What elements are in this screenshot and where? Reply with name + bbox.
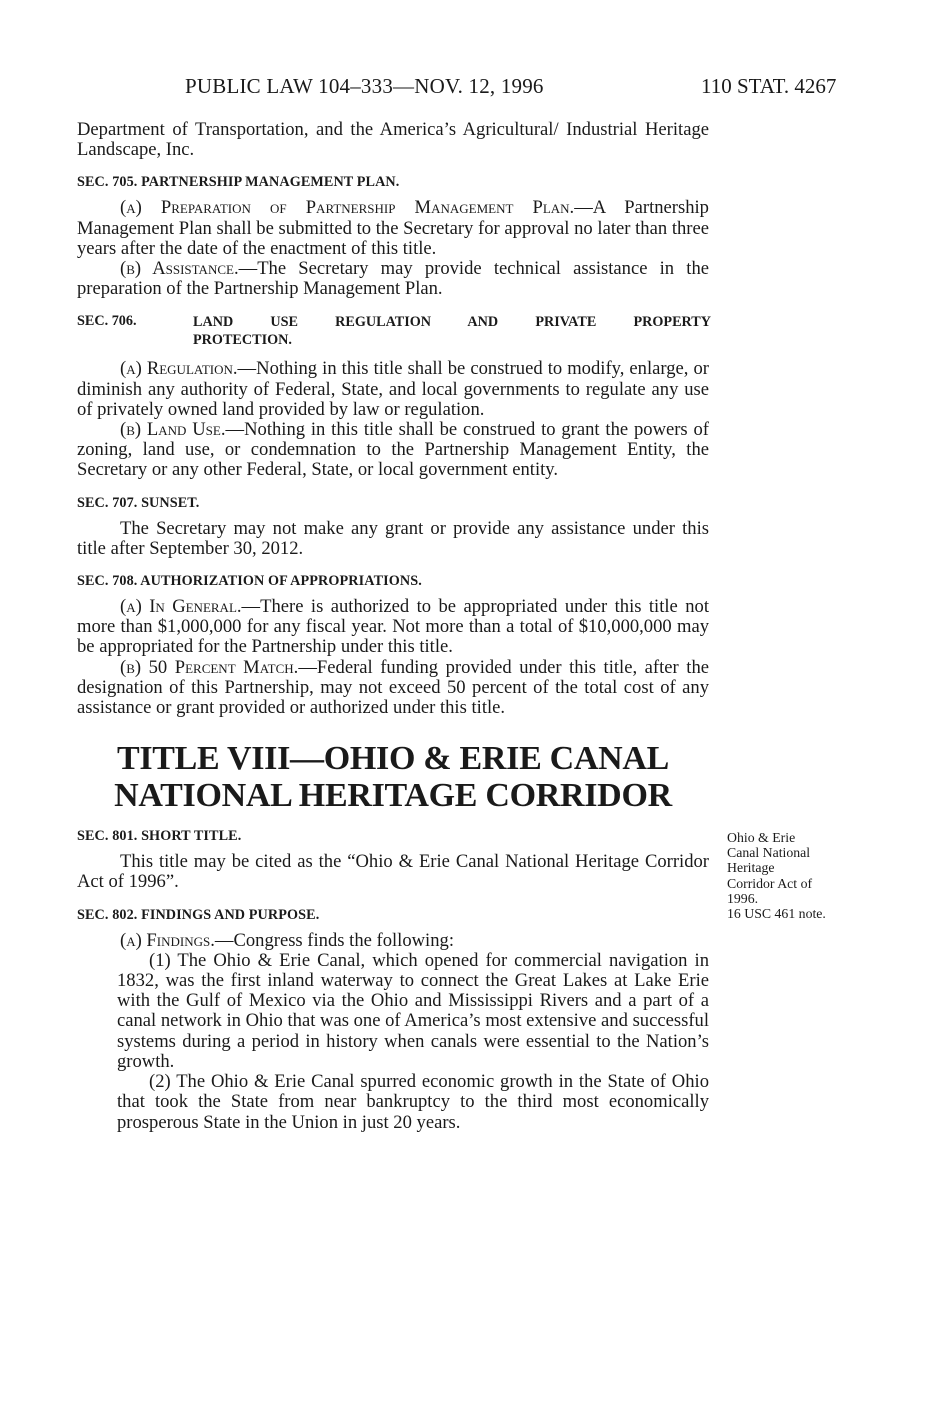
margin-note-line: Corridor Act of <box>727 875 813 891</box>
paragraph: Department of Transportation, and the America’s Agricultural/ Industrial Heritage Landscape, Inc. <box>77 119 709 161</box>
subsection-heading: (a) Findings. <box>120 929 215 951</box>
section-title-line: PROTECTION. <box>193 332 292 349</box>
finding-item: (2) The Ohio & Erie Canal spurred economic growth in the State of Ohio that took the State from near bankruptcy to the third most economically prosperous State in the Union in just 20 years. <box>117 1071 709 1133</box>
subsection-heading: (b) 50 Percent Match. <box>120 656 299 678</box>
subsection-text: —A Partnership Management Plan shall be submitted to the Secretary for approval no later than three years after the date of the enactment of this title. <box>77 197 709 259</box>
subsection-text: —Federal funding provided under this title, after the designation of this Partnership, may not exceed 50 percent of the total cost of any assistance or grant provided or authorized under this title. <box>77 656 709 719</box>
section-heading-705: SEC. 705. PARTNERSHIP MANAGEMENT PLAN. <box>77 174 400 191</box>
title-line: TITLE VIII—OHIO & ERIE CANAL <box>116 740 670 778</box>
title-heading <box>77 740 709 814</box>
running-title: PUBLIC LAW 104–333—NOV. 12, 1996 <box>185 74 544 98</box>
margin-note-line: 16 USC 461 note. <box>727 906 826 922</box>
subsection-heading: (a) In General. <box>120 596 242 618</box>
paragraph-706b <box>77 420 709 481</box>
subsection-text: —Nothing in this title shall be construed to grant the powers of zoning, land use, or condemnation to the Partnership Management Entity, the Secretary or any other Federal, State, or local government entity. <box>77 419 709 481</box>
running-header <box>0 74 947 104</box>
section-heading-708: SEC. 708. AUTHORIZATION OF APPROPRIATIONS. <box>77 573 422 590</box>
margin-note-line: 1996. <box>727 890 759 906</box>
subsection-heading: (a) Preparation of Partnership Management Plan. <box>120 197 575 219</box>
margin-note-line: Canal National <box>727 845 811 861</box>
subsection-heading: (a) Regulation. <box>120 358 238 380</box>
paragraph-708b <box>77 658 709 719</box>
section-heading-802: SEC. 802. FINDINGS AND PURPOSE. <box>77 906 320 923</box>
margin-note-line: Ohio & Erie <box>727 830 796 845</box>
paragraph-708a <box>77 597 709 658</box>
section-heading-706 <box>77 313 709 349</box>
title-line: NATIONAL HERITAGE CORRIDOR <box>114 777 672 815</box>
paragraph-802a <box>77 931 709 951</box>
subsection-text: —There is authorized to be appropriated under this title not more than $1,000,000 for any fiscal year. Not more than a total of $10,000,000 may be appropriated for the Partnership under this title. <box>77 596 709 658</box>
findings-list <box>77 951 709 1133</box>
subsection-text: —Congress finds the following: <box>214 929 454 951</box>
paragraph-801: This title may be cited as the “Ohio & Erie Canal National Heritage Corridor Act of 1996”. <box>77 851 709 893</box>
statute-page-number: 110 STAT. 4267 <box>701 74 837 98</box>
subsection-heading: (b) Land Use. <box>120 419 226 441</box>
paragraph-706a <box>77 359 709 420</box>
finding-item: (1) The Ohio & Erie Canal, which opened for commercial navigation in 1832, was the first inland waterway to connect the Great Lakes at Lake Erie with the Gulf of Mexico via the Ohio and Mississippi Rivers and a part of a canal network in Ohio that was one of America’s most extensive and successful systems during a period in history when canals were essential to the Nation’s growth. <box>117 949 709 1072</box>
section-number: SEC. 706. <box>77 313 137 330</box>
subsection-heading: (b) Assistance. <box>120 258 239 280</box>
paragraph-705a <box>77 198 709 259</box>
section-title-block <box>193 313 711 349</box>
margin-note <box>727 830 867 921</box>
paragraph-707: The Secretary may not make any grant or provide any assistance under this title after September 30, 2012. <box>77 517 709 559</box>
subsection-text: —Nothing in this title shall be construed to modify, enlarge, or diminish any authority of Federal, State, and local governments to regulate any use of privately owned land provided by law or regulation. <box>77 358 710 420</box>
body-text <box>77 120 709 1133</box>
subsection-text: —The Secretary may provide technical assistance in the preparation of the Partnership Management Plan. <box>77 258 709 300</box>
paragraph-705b <box>77 259 709 299</box>
margin-note-line: Heritage <box>727 860 775 876</box>
section-title-line: LAND USE REGULATION AND PRIVATE PROPERTY <box>193 314 711 331</box>
section-heading-801: SEC. 801. SHORT TITLE. <box>77 828 242 845</box>
section-heading-707: SEC. 707. SUNSET. <box>77 494 200 511</box>
